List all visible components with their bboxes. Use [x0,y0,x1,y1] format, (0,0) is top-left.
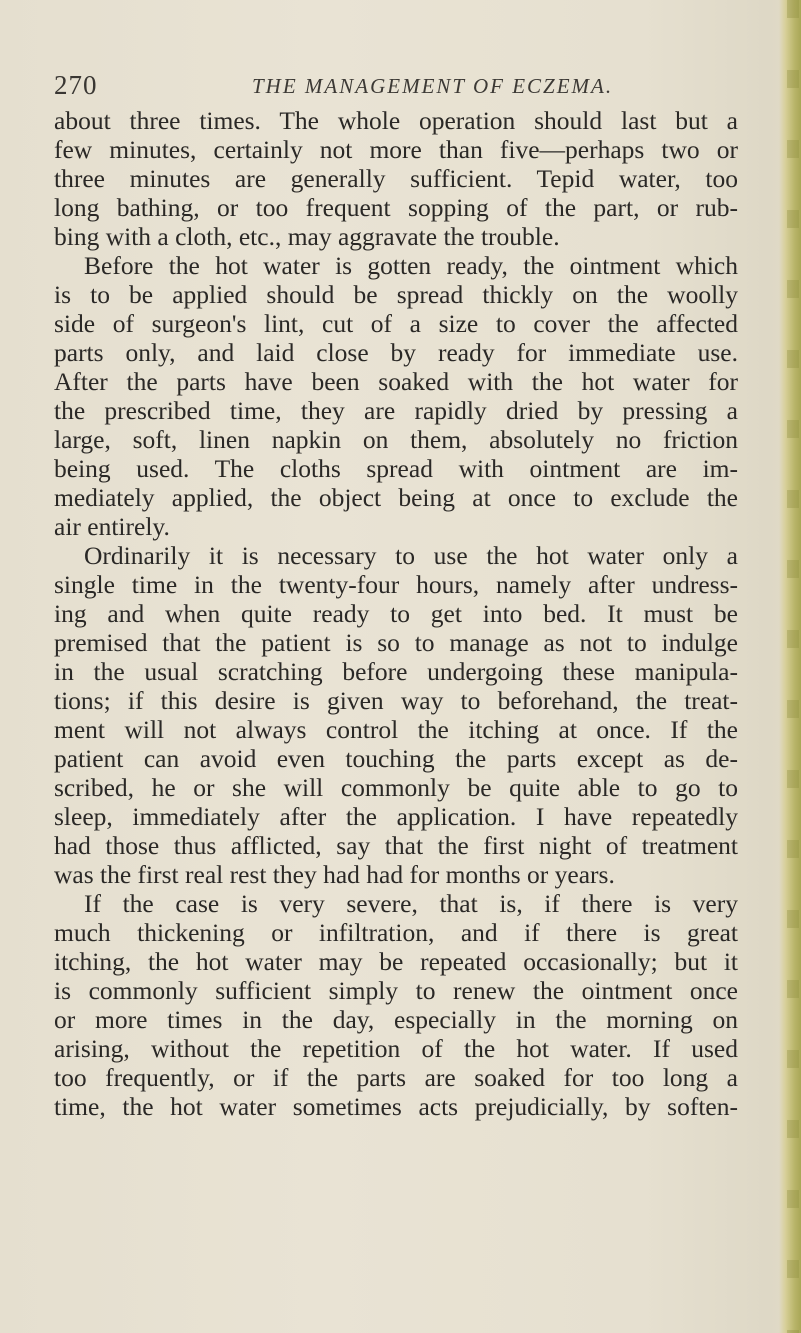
text-line: itching, the hot water may be repeated occasionally; but it [54,947,738,976]
text-line: or more times in the day, especially in the morning on [54,1005,738,1034]
text-line: If the case is very severe, that is, if there is very [84,889,738,918]
text-line: being used. The cloths spread with ointment are im- [54,454,738,483]
running-head: THE MANAGEMENT OF ECZEMA. [252,74,614,98]
text-line: large, soft, linen napkin on them, absolutely no friction [54,425,738,454]
text-line: in the usual scratching before undergoing these manipula- [54,657,738,686]
text-line: few minutes, certainly not more than five—perhaps two or [54,135,738,164]
text-line: parts only, and laid close by ready for immediate use. [54,338,738,367]
text-line: scribed, he or she will commonly be quite able to go to [54,773,738,802]
text-line: had those thus afflicted, say that the first night of treatment [54,831,738,860]
text-line: was the first real rest they had had for months or years. [54,860,615,889]
text-line: mediately applied, the object being at once to exclude the [54,483,738,512]
text-line: arising, without the repetition of the hot water. If used [54,1034,738,1063]
body-text [54,106,738,1121]
page-number: 270 [54,70,98,100]
text-line: much thickening or infiltration, and if there is great [54,918,738,947]
text-line: ment will not always control the itching at once. If the [54,715,738,744]
text-line: tions; if this desire is given way to beforehand, the treat- [54,686,738,715]
page-edge-discoloration [787,0,799,1333]
page-header [54,66,694,110]
text-line: patient can avoid even touching the parts except as de- [54,744,738,773]
text-line: too frequently, or if the parts are soaked for too long a [54,1063,738,1092]
text-line: is to be applied should be spread thickly on the woolly [54,280,738,309]
text-line: three minutes are generally sufficient. Tepid water, too [54,164,738,193]
text-line: is commonly sufficient simply to renew the ointment once [54,976,738,1005]
text-line: premised that the patient is so to manage as not to indulge [54,628,738,657]
text-line: side of surgeon's lint, cut of a size to cover the affected [54,309,738,338]
text-line: Before the hot water is gotten ready, the ointment which [84,251,738,280]
text-line: sleep, immediately after the application. I have repeatedly [54,802,738,831]
text-line: the prescribed time, they are rapidly dried by pressing a [54,396,738,425]
text-line: air entirely. [54,512,170,541]
text-line: Ordinarily it is necessary to use the hot water only a [84,541,738,570]
text-line: about three times. The whole operation should last but a [54,106,738,135]
text-line: single time in the twenty-four hours, namely after undress- [54,570,738,599]
text-line: After the parts have been soaked with the hot water for [54,367,738,396]
text-line: ing and when quite ready to get into bed. It must be [54,599,738,628]
text-line: long bathing, or too frequent sopping of the part, or rub- [54,193,738,222]
text-line: time, the hot water sometimes acts prejudicially, by soften- [54,1092,738,1121]
text-line: bing with a cloth, etc., may aggravate the trouble. [54,222,560,251]
